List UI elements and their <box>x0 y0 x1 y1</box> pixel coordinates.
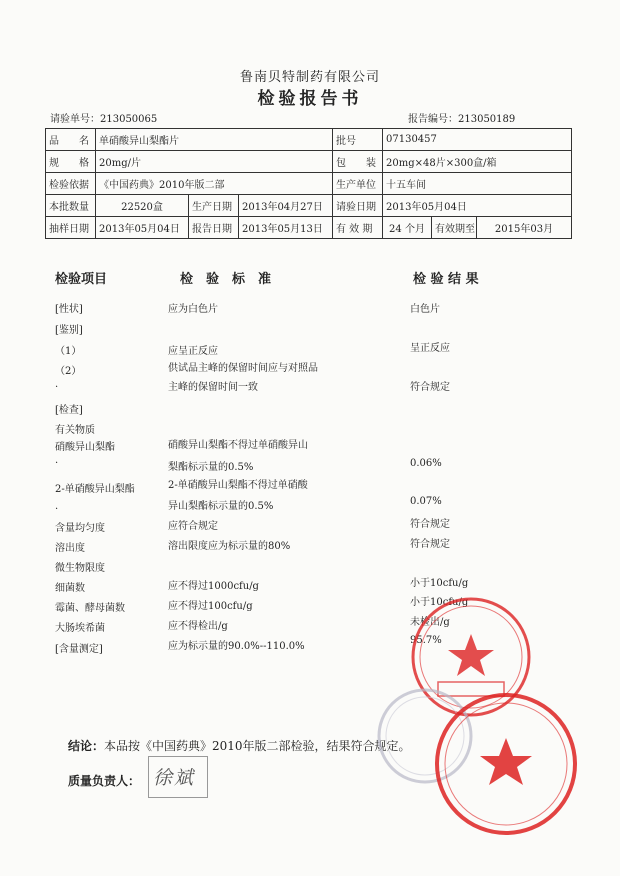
info-row-spec <box>46 151 572 173</box>
row-assay-result: 95.7% <box>410 635 442 646</box>
row-appearance-standard: 应为白色片 <box>168 304 218 315</box>
row-identification-item: [鉴别] <box>55 325 83 336</box>
row-mold-yeast-result: 小于10cfu/g <box>410 597 469 608</box>
row-2-mononitrate-cont-item: . <box>55 501 59 512</box>
row-identification-1-item: （1） <box>55 346 82 357</box>
row-bacteria-standard: 应不得过1000cfu/g <box>168 581 259 592</box>
row-2-mononitrate-item: 2-单硝酸异山梨酯 <box>55 484 135 495</box>
quantity-label: 本批数量 <box>46 195 96 217</box>
company-name: 鲁南贝特制药有限公司 <box>239 70 380 85</box>
conclusion-label: 结论： <box>68 739 105 753</box>
report-number-value: 213050189 <box>458 114 516 125</box>
row-content-uniformity-result: 符合规定 <box>410 519 450 530</box>
basis-value: 《中国药典》2010年版二部 <box>96 173 333 195</box>
request-number <box>50 110 157 125</box>
row-isosorbide-dinitrate-standard: 硝酸异山梨酯不得过单硝酸异山 <box>168 440 308 451</box>
product-value: 单硝酸异山梨酯片 <box>96 129 333 151</box>
info-row-sampling <box>46 217 572 239</box>
row-dissolution-standard: 溶出限度应为标示量的80% <box>168 541 291 552</box>
conclusion <box>68 737 411 754</box>
company-seal-icon <box>432 690 580 838</box>
product-label: 品 名 <box>46 129 96 151</box>
row-appearance-item: [性状] <box>55 304 83 315</box>
report-title: 检验报告书 <box>257 89 363 109</box>
qa-label: 质量负责人： <box>68 774 141 788</box>
info-table <box>45 128 572 239</box>
report-date-value: 2013年05月13日 <box>239 217 333 239</box>
request-number-value: 213050065 <box>100 114 158 125</box>
request-number-label: 请验单号： <box>50 114 100 125</box>
row-isosorbide-dinitrate-item: 硝酸异山梨酯 <box>55 442 115 453</box>
batch-label: 批号 <box>333 129 383 151</box>
row-2-mononitrate-cont-standard: 异山梨酯标示量的0.5% <box>168 501 274 512</box>
sampling-date-label: 抽样日期 <box>46 217 96 239</box>
row-identification-2-item: （2） <box>55 366 82 377</box>
row-content-uniformity-standard: 应符合规定 <box>168 521 218 532</box>
unit-value: 十五车间 <box>383 173 572 195</box>
row-bacteria-item: 细菌数 <box>55 583 85 594</box>
result-column-header: 检 验 结 果 <box>413 272 479 287</box>
row-identification-2-result: 符合规定 <box>410 382 450 393</box>
basis-label: 检验依据 <box>46 173 96 195</box>
expiry-value: 2015年03月 <box>477 217 572 239</box>
row-mold-yeast-standard: 应不得过100cfu/g <box>168 601 253 612</box>
row-identification-2-cont-standard: 主峰的保留时间一致 <box>168 382 258 393</box>
row-microbial-limit-item: 微生物限度 <box>55 563 105 574</box>
spec-label: 规 格 <box>46 151 96 173</box>
row-2-mononitrate-standard: 2-单硝酸异山梨酯不得过单硝酸 <box>168 480 308 491</box>
request-date-label: 请验日期 <box>333 195 383 217</box>
sampling-date-value: 2013年05月04日 <box>96 217 189 239</box>
row-mold-yeast-item: 霉菌、酵母菌数 <box>55 603 125 614</box>
row-2-mononitrate-result: 0.07% <box>410 496 442 507</box>
validity-value: 24 个月 <box>383 217 432 239</box>
report-number-label: 报告编号： <box>408 114 458 125</box>
validity-label: 有 效 期 <box>333 217 383 239</box>
info-row-product <box>46 129 572 151</box>
row-assay-item: [含量测定] <box>55 644 103 655</box>
row-isosorbide-dinitrate-cont-standard: 梨酯标示量的0.5% <box>168 462 254 473</box>
item-column-header: 检验项目 <box>55 272 108 287</box>
unit-label: 生产单位 <box>333 173 383 195</box>
report-date-label: 报告日期 <box>189 217 239 239</box>
row-related-substances-item: 有关物质 <box>55 425 95 436</box>
row-ecoli-result: 未检出/g <box>410 617 450 628</box>
row-assay-standard: 应为标示量的90.0%--110.0% <box>168 641 305 652</box>
row-identification-2-standard: 供试品主峰的保留时间应与对照品 <box>168 363 318 374</box>
production-date-value: 2013年04月27日 <box>239 195 333 217</box>
request-date-value: 2013年05月04日 <box>383 195 572 217</box>
row-bacteria-result: 小于10cfu/g <box>410 578 469 589</box>
pack-label: 包 装 <box>333 151 383 173</box>
row-identification-2-cont-item: . <box>55 379 59 390</box>
row-isosorbide-dinitrate-cont-item: . <box>55 455 59 466</box>
quantity-value: 22520盒 <box>96 195 189 217</box>
row-dissolution-result: 符合规定 <box>410 539 450 550</box>
signature: 徐斌 <box>153 767 196 789</box>
report-number <box>408 110 515 125</box>
batch-value: 07130457 <box>383 129 572 151</box>
row-dissolution-item: 溶出度 <box>55 543 85 554</box>
row-tests-item: [检查] <box>55 405 83 416</box>
production-date-label: 生产日期 <box>189 195 239 217</box>
standard-column-header: 检 验 标 准 <box>180 272 272 287</box>
row-identification-1-result: 呈正反应 <box>410 343 450 354</box>
conclusion-text: 本品按《中国药典》2010年版二部检验，结果符合规定。 <box>104 739 411 753</box>
row-identification-1-standard: 应呈正反应 <box>168 346 218 357</box>
expiry-label: 有效期至 <box>432 217 477 239</box>
info-row-quantity <box>46 195 572 217</box>
info-row-basis <box>46 173 572 195</box>
pack-value: 20mg×48片×300盒/箱 <box>383 151 572 173</box>
row-isosorbide-dinitrate-result: 0.06% <box>410 458 442 469</box>
spec-value: 20mg/片 <box>96 151 333 173</box>
row-content-uniformity-item: 含量均匀度 <box>55 523 105 534</box>
row-appearance-result: 白色片 <box>410 304 440 315</box>
row-ecoli-item: 大肠埃希菌 <box>55 623 105 634</box>
row-ecoli-standard: 应不得检出/g <box>168 621 228 632</box>
